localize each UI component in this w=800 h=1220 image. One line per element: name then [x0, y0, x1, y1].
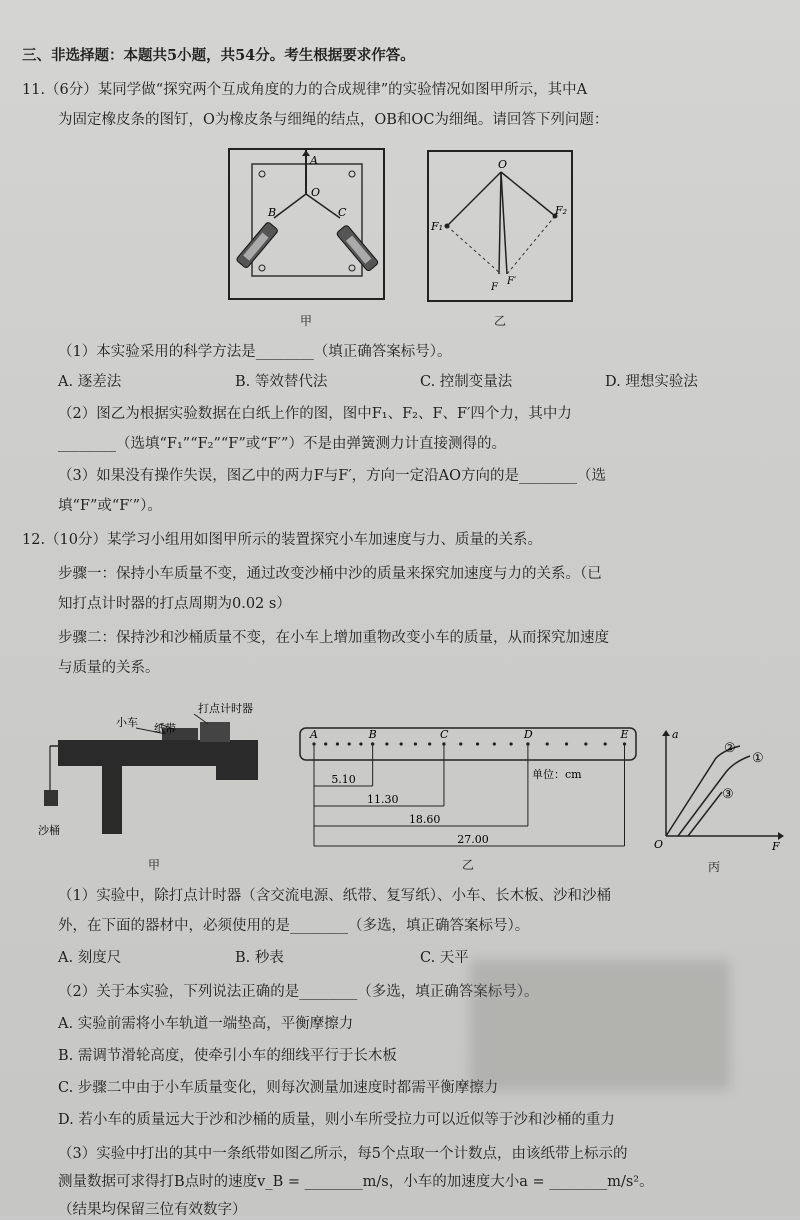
tape-dot — [459, 742, 462, 745]
tape-distance-label: 5.10 — [331, 773, 356, 786]
tape-distance-label: 18.60 — [408, 813, 441, 826]
jia-mark-B: B — [268, 206, 277, 219]
tape-dot — [584, 742, 587, 745]
q12-figure-yi-tape — [296, 722, 642, 852]
q12-part2: （2）关于本实验，下列说法正确的是________（多选，填正确答案标号）。 — [58, 984, 539, 1000]
q12-p2-option-d: D. 若小车的质量远大于沙和沙桶的质量，则小车所受拉力可以近似等于沙和沙桶的重力 — [58, 1112, 615, 1128]
q11-part2-line1: （2）图乙为根据实验数据在白纸上作的图，图中F₁、F₂、F、F′四个力，其中力 — [58, 406, 572, 422]
q12-p1-option-b: B. 秒表 — [235, 950, 284, 966]
q11-part2-line2: ________（选填“F₁”“F₂”“F”或“F′”）不是由弹簧测力计直接测得的。 — [58, 436, 506, 452]
q11-part1: （1）本实验采用的科学方法是________（填正确答案标号）。 — [58, 344, 452, 360]
q11-part3-line1: （3）如果没有操作失误，图乙中的两力F与F′，方向一定沿AO方向的是________（选 — [58, 468, 606, 484]
q11-figure-jia — [228, 148, 388, 308]
yi-mark-F1: F₁ — [431, 220, 444, 233]
q12-step1-line1: 步骤一：保持小车质量不变，通过改变沙桶中沙的质量来探究加速度与力的关系。（已 — [58, 566, 602, 582]
tape-point-B: B — [368, 728, 377, 741]
scan-shadow — [470, 960, 730, 1090]
tape-dot — [546, 742, 549, 745]
jia-mark-A: A — [310, 154, 318, 167]
q11-option-c: C. 控制变量法 — [420, 374, 513, 390]
q12-stem: 12.（10分）某学习小组用如图甲所示的装置探究小车加速度与力、质量的关系。 — [22, 532, 543, 548]
q12-p2-option-a: A. 实验前需将小车轨道一端垫高，平衡摩擦力 — [58, 1016, 354, 1032]
q12-part3-line1: （3）实验中打出的其中一条纸带如图乙所示，每5个点取一个计数点，由该纸带上标示的 — [58, 1146, 628, 1162]
jia-label-timer: 打点计时器 — [198, 702, 253, 715]
tape-distance-label: 11.30 — [366, 793, 399, 806]
tape-point-E: E — [620, 728, 629, 741]
jia-label-car: 小车 — [116, 716, 138, 729]
q12-part3-line2: 测量数据可求得打B点时的速度v_B = ________m/s，小车的加速度大小a = ________m/s²。 — [58, 1174, 654, 1190]
bing-curve-2: ② — [724, 741, 736, 756]
tape-dot — [336, 742, 339, 745]
tape-dot — [359, 742, 362, 745]
bing-origin: O — [654, 838, 664, 851]
bing-y-axis: a — [672, 728, 679, 741]
q11-option-d: D. 理想实验法 — [605, 374, 698, 390]
q12-p2-option-c: C. 步骤二中由于小车质量变化，则每次测量加速度时都需平衡摩擦力 — [58, 1080, 499, 1096]
tape-dot — [400, 742, 403, 745]
jia-mark-O: O — [311, 186, 321, 199]
tape-point-D: D — [523, 728, 533, 741]
tape-dot — [565, 742, 568, 745]
q11-option-b: B. 等效替代法 — [235, 374, 328, 390]
q11-part3-line2: 填“F”或“F′”）。 — [58, 498, 162, 514]
tape-point-A: A — [310, 728, 318, 741]
tape-dot — [348, 742, 351, 745]
q12-p1-option-a: A. 刻度尺 — [58, 950, 122, 966]
q11-figure-yi — [427, 150, 575, 306]
q12-part1-line2: 外，在下面的器材中，必须使用的是________（多选，填正确答案标号）。 — [58, 918, 530, 934]
bing-x-axis: F — [772, 840, 780, 852]
q12-part3-line3: （结果均保留三位有效数字） — [58, 1202, 247, 1218]
jia-mark-C: C — [338, 206, 347, 219]
tape-dot — [385, 742, 388, 745]
yi-mark-Fprime: F′ — [507, 276, 517, 287]
jia-label-tape: 纸带 — [154, 722, 176, 735]
q12-figure-jia — [36, 694, 286, 854]
q11-option-a: A. 逐差法 — [58, 374, 122, 390]
tape-dot — [493, 742, 496, 745]
q12-step1-line2: 知打点计时器的打点周期为0.02 s） — [58, 596, 291, 612]
q11-fig-yi-label: 乙 — [494, 314, 507, 328]
jia-label-bucket: 沙桶 — [38, 824, 60, 837]
q12-fig-yi-label: 乙 — [462, 858, 475, 872]
tape-distance-label: 27.00 — [457, 833, 489, 846]
q12-step2-line1: 步骤二：保持沙和沙桶质量不变，在小车上增加重物改变小车的质量，从而探究加速度 — [58, 630, 609, 646]
tape-dot — [414, 742, 417, 745]
tape-dot — [324, 742, 327, 745]
bing-curve-3: ③ — [722, 787, 734, 802]
q12-fig-bing-label: 丙 — [708, 860, 721, 874]
bing-curve-1: ① — [752, 751, 764, 766]
tape-dot — [604, 742, 607, 745]
q12-step2-line2: 与质量的关系。 — [58, 660, 160, 676]
section-header: 三、非选择题：本题共5小题，共54分。考生根据要求作答。 — [22, 47, 415, 64]
q11-stem-line2: 为固定橡皮条的图钉，O为橡皮条与细绳的结点，OB和OC为细绳。请回答下列问题： — [58, 112, 609, 128]
q12-p2-option-b: B. 需调节滑轮高度，使牵引小车的细线平行于长木板 — [58, 1048, 397, 1064]
tape-unit: 单位：cm — [532, 768, 582, 781]
q12-fig-jia-label: 甲 — [148, 858, 161, 872]
yi-mark-F2: F₂ — [555, 204, 568, 217]
tape-dot — [510, 742, 513, 745]
q11-fig-jia-label: 甲 — [300, 314, 313, 328]
tape-dot — [476, 742, 479, 745]
q12-figure-bing — [652, 728, 786, 852]
q11-stem-line1: 11.（6分）某同学做“探究两个互成角度的力的合成规律”的实验情况如图甲所示，其中A — [22, 82, 588, 98]
yi-mark-F: F — [491, 282, 498, 293]
tape-dot — [428, 742, 431, 745]
yi-mark-O: O — [498, 158, 508, 171]
q12-p1-option-c: C. 天平 — [420, 950, 469, 966]
q12-part1-line1: （1）实验中，除打点计时器（含交流电源、纸带、复写纸）、小车、长木板、沙和沙桶 — [58, 888, 611, 904]
tape-point-C: C — [439, 728, 449, 741]
